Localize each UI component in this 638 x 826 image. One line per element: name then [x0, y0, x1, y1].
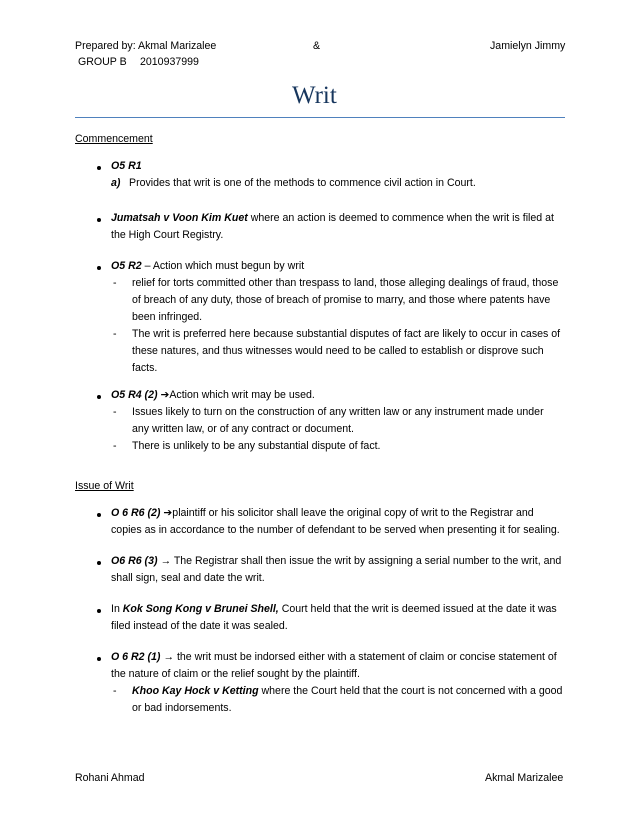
dash-text: There is unlikely to be any substantial dispute of fact.: [132, 440, 381, 452]
bullet-icon: [97, 561, 101, 565]
item-text-cont: the High Court Registry.: [111, 229, 224, 241]
header-prepared-by: Prepared by: Akmal Marizalee: [75, 40, 217, 52]
dash-text: any written law, or of any contract or document.: [132, 423, 354, 435]
item-text: Court held that the writ is deemed issued at the date it was: [278, 603, 557, 615]
arrow-icon: ➔: [160, 389, 170, 401]
case-name: Kok Song Kong v Brunei Shell,: [122, 603, 279, 615]
dash-text: The writ is preferred here because substantial disputes of fact are likely to occur in cases of: [132, 328, 561, 340]
list-item: [111, 212, 554, 225]
rule-ref: O 6 R2 (1): [111, 651, 161, 663]
bullet-icon: [97, 166, 101, 170]
arrow-icon: →: [160, 555, 172, 567]
list-item: [111, 260, 304, 273]
rule-ref: O 6 R6 (2): [111, 507, 161, 519]
item-text: Action which writ may be used.: [169, 389, 315, 401]
rule-ref: O5 R4 (2): [111, 389, 158, 401]
header-group: GROUP B: [78, 56, 127, 68]
bullet-icon: [97, 657, 101, 661]
case-name: Khoo Kay Hock v Ketting: [132, 685, 259, 697]
footer-right: Akmal Marizalee: [485, 772, 564, 784]
item-text-cont: the nature of claim or the relief sought by the plaintiff.: [111, 668, 360, 680]
dash-marker: -: [113, 277, 117, 289]
rule-ref: O6 R6 (3): [111, 555, 158, 567]
item-text: The Registrar shall then issue the writ by assigning a serial number to the writ, and: [171, 555, 562, 567]
dash-marker: -: [113, 440, 117, 452]
list-item: [111, 555, 561, 568]
arrow-icon: ➔: [163, 507, 173, 519]
dash-text: or bad indorsements.: [132, 702, 232, 714]
item-text: where an action is deemed to commence when the writ is filed at: [247, 212, 554, 224]
item-text-cont: copies as in accordance to the number of defendant to be served when presenting it for sealing.: [111, 524, 560, 536]
list-item: [111, 507, 534, 520]
header-ampersand: &: [313, 40, 321, 52]
item-text: – Action which must begun by writ: [141, 260, 305, 272]
case-name: Jumatsah v Voon Kim Kuet: [111, 212, 248, 224]
dash-text: relief for torts committed other than trespass to land, those alleging dealings of fraud, those: [132, 277, 559, 289]
sub-label: a): [111, 177, 121, 189]
page-title: Writ: [292, 82, 337, 109]
bullet-icon: [97, 218, 101, 222]
list-item: [111, 603, 557, 616]
dash-text: these natures, and thus witnesses would need to be called to establish or disprove such: [132, 345, 544, 357]
sub-text: Provides that writ is one of the methods to commence civil action in Court.: [129, 177, 476, 189]
dash-text: been infringed.: [132, 311, 203, 323]
dash-marker: -: [113, 685, 117, 697]
list-item: [111, 651, 557, 664]
header-id: 2010937999: [140, 56, 199, 68]
bullet-icon: [97, 609, 101, 613]
item-text-cont: shall sign, seal and date the writ.: [111, 572, 265, 584]
rule-ref: O5 R2: [111, 260, 142, 272]
dash-text: Issues likely to turn on the construction of any written law or any instrument made under: [132, 406, 544, 418]
item-text: In: [111, 603, 123, 615]
dash-text: of breach of any duty, those of breach of promise to marry, and those where patents have: [132, 294, 551, 306]
dash-text: [132, 685, 562, 698]
item-text: the writ must be indorsed either with a statement of claim or concise statement of: [174, 651, 557, 663]
bullet-icon: [97, 395, 101, 399]
dash-marker: -: [113, 406, 117, 418]
section-heading-issue-of-writ: Issue of Writ: [75, 480, 134, 492]
bullet-icon: [97, 513, 101, 517]
title-rule: [75, 117, 565, 118]
item-text: plaintiff or his solicitor shall leave the original copy of writ to the Registrar and: [172, 507, 534, 519]
section-heading-commencement: Commencement: [75, 133, 153, 145]
list-item: [111, 389, 315, 402]
bullet-icon: [97, 266, 101, 270]
header-partner: Jamielyn Jimmy: [490, 40, 566, 52]
footer-left: Rohani Ahmad: [75, 772, 145, 784]
arrow-icon: →: [163, 651, 174, 663]
item-text-cont: filed instead of the date it was sealed.: [111, 620, 288, 632]
dash-marker: -: [113, 328, 117, 340]
rule-ref: O5 R1: [111, 160, 142, 172]
item-text: where the Court held that the court is not concerned with a good: [258, 685, 563, 697]
dash-text: facts.: [132, 362, 158, 374]
